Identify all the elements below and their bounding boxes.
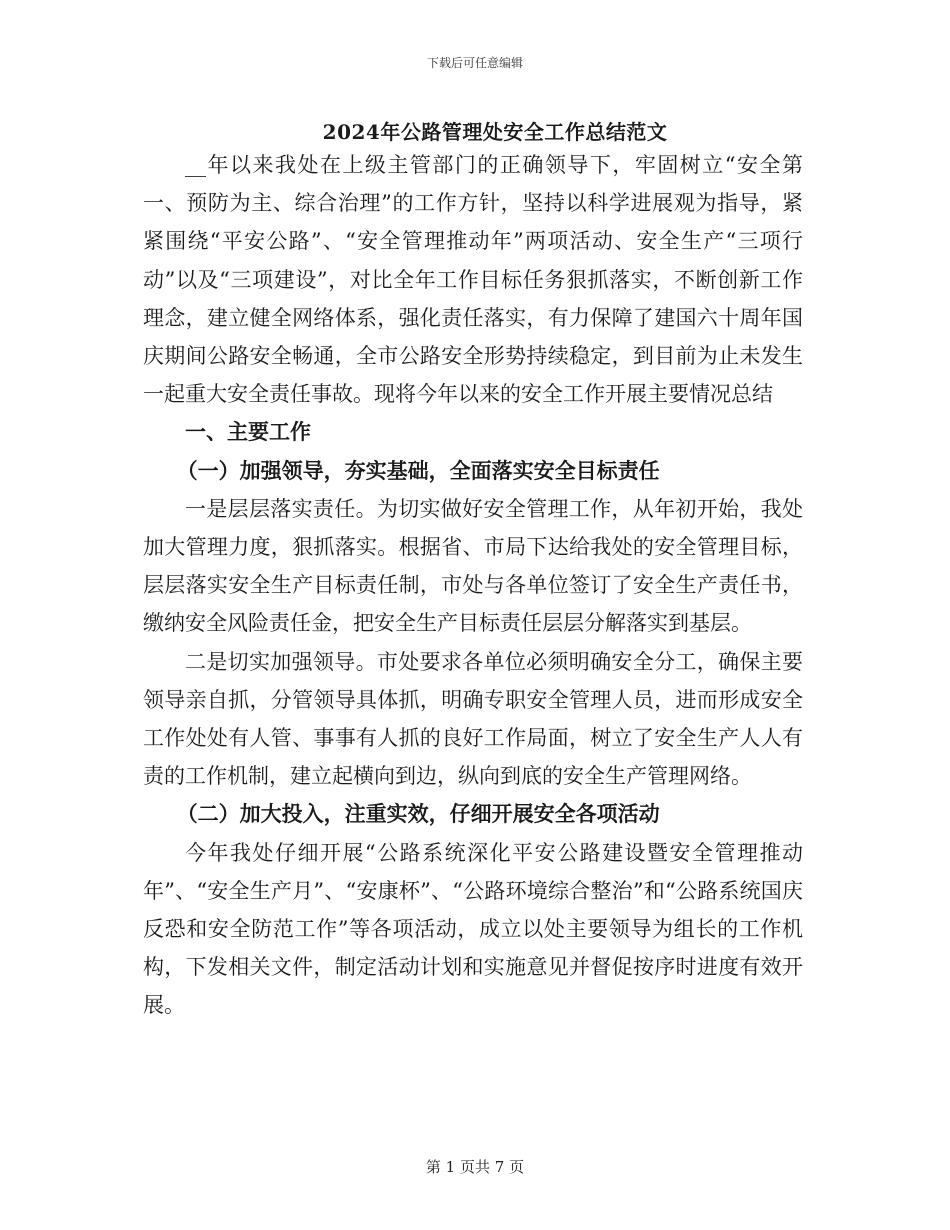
- paragraph-leadership: 二是切实加强领导。市处要求各单位必须明确安全分工，确保主要领导亲自抓，分管领导具体抓，明确专职安全管理人员，进而形成安全工作处处有人管、事事有人抓的良好工作局面，树立了安全生产人人有责的工作机制，建立起横向到边，纵向到底的安全生产管理网络。: [143, 649, 803, 789]
- page-number-footer: 第 1 页共 7 页: [425, 1158, 525, 1176]
- header-note: 下载后可任意编辑: [426, 56, 523, 70]
- subsection-heading-1: （一）加强领导，夯实基础，全面落实安全目标责任: [176, 457, 660, 483]
- paragraph-responsibility: 一是层层落实责任。为切实做好安全管理工作，从年初开始，我处加大管理力度，狠抓落实。根据省、市局下达给我处的安全管理目标，层层落实安全生产目标责任制，市处与各单位签订了安全生产责任书，缴纳安全风险责任金，把安全生产目标责任层层分解落实到基层。: [143, 496, 803, 636]
- intro-paragraph: __年以来我处在上级主管部门的正确领导下，牢固树立“安全第一、预防为主、综合治理”的工作方针，坚持以科学进展观为指导，紧紧围绕“平安公路”、“安全管理推动年”两项活动、安全生产“三项行动”以及“三项建设”，对比全年工作目标任务狠抓落实，不断创新工作理念，建立健全网络体系，强化责任落实，有力保障了建国六十周年国庆期间公路安全畅通，全市公路安全形势持续稳定，到目前为止未发生一起重大安全责任事故。现将今年以来的安全工作开展主要情况总结: [143, 153, 803, 407]
- section-heading-main-work: 一、主要工作: [185, 419, 311, 445]
- document-body: [143, 146, 803, 1025]
- subsection-heading-2: （二）加大投入，注重实效，仔细开展安全各项活动: [176, 801, 660, 827]
- document-title: 2024年公路管理处安全工作总结范文: [322, 120, 668, 144]
- paragraph-activities: 今年我处仔细开展“公路系统深化平安公路建设暨安全管理推动年”、“安全生产月”、“安康杯”、“公路环境综合整治”和“公路系统国庆反恐和安全防范工作”等各项活动，成立以处主要领导为组长的工作机构，下发相关文件，制定活动计划和实施意见并督促按序时进度有效开展。: [143, 840, 803, 1018]
